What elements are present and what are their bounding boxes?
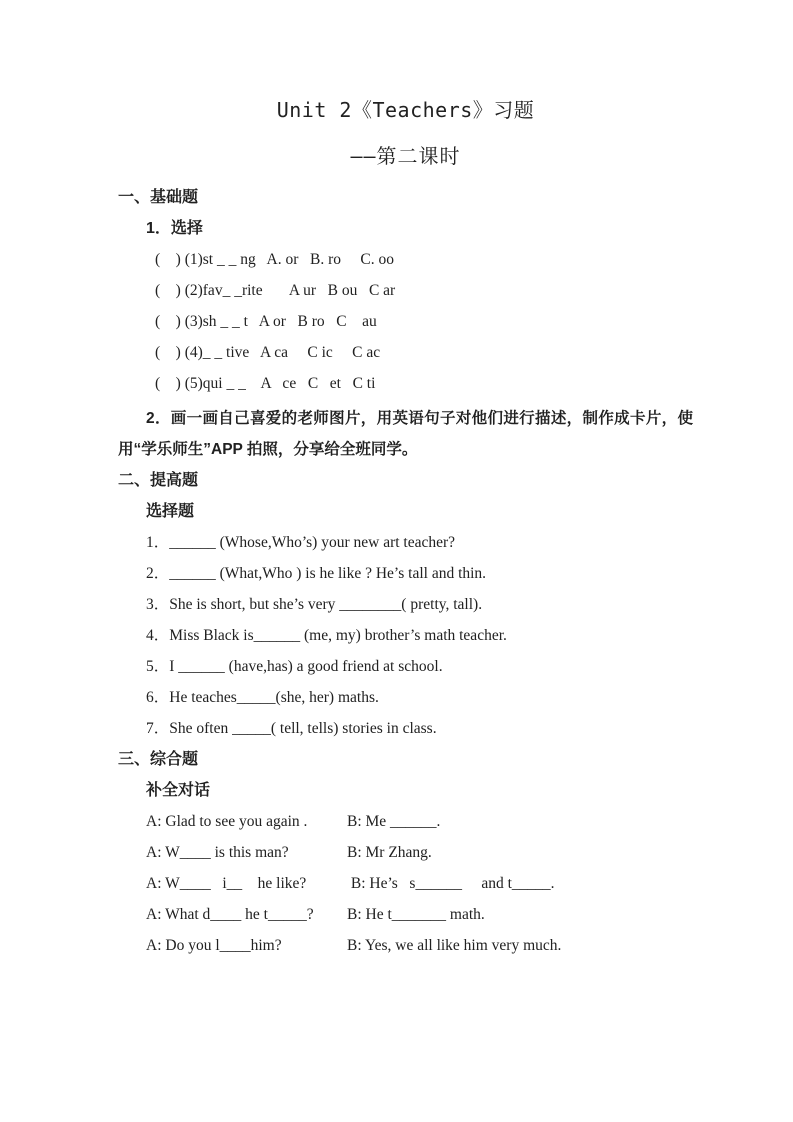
- doc-title: Unit 2《Teachers》习题: [276, 98, 535, 122]
- question-item-1: 1．______ (Whose,Who’s) your new art teacher?: [146, 534, 456, 551]
- choice-item-5: ( ) (5)qui _ _ A ce C et C ti: [155, 375, 376, 392]
- exercise2-paragraph: 2．画一画自己喜爱的老师图片，用英语句子对他们进行描述，制作成卡片，使用“学乐师生”APP 拍照，分享给全班同学。: [118, 410, 693, 458]
- doc-subtitle: ——第二课时: [350, 144, 461, 168]
- dialogue-row-4: [146, 899, 693, 930]
- question-item-7: 7．She often _____( tell, tells) stories in class.: [146, 720, 437, 737]
- dialogue-row-1: [146, 806, 693, 837]
- choice-item-1: ( ) (1)st _ _ ng A. or B. ro C. oo: [155, 251, 394, 268]
- choice-item-4: ( ) (4)_ _ tive A ca C ic C ac: [155, 344, 381, 361]
- question-item-4: 4．Miss Black is______ (me, my) brother’s math teacher.: [146, 627, 507, 644]
- dialogue-a-line: A: W____ is this man?: [146, 844, 289, 861]
- question-item-2: 2．______ (What,Who ) is he like ? He’s tall and thin.: [146, 565, 487, 582]
- choice-item-2: ( ) (2)fav_ _rite A ur B ou C ar: [155, 282, 396, 299]
- question-item-3: 3．She is short, but she’s very ________( pretty, tall).: [146, 596, 483, 613]
- dialogue-a-line: A: What d____ he t_____?: [146, 906, 314, 923]
- dialogue-row-2: [146, 837, 693, 868]
- question-item-6: 6．He teaches_____(she, her) maths.: [146, 689, 379, 706]
- subheading-multiple-choice: 选择题: [146, 503, 195, 520]
- dialogue-row-5: [146, 930, 693, 961]
- section-heading-basic: 一、基础题: [118, 189, 199, 206]
- dialogue-b-line: B: He’s s______ and t_____.: [347, 875, 555, 892]
- dialogue-b-line: B: Yes, we all like him very much.: [347, 937, 562, 954]
- dialogue-b-line: B: He t_______ math.: [347, 906, 485, 923]
- dialogue-b-line: B: Me ______.: [347, 813, 441, 830]
- dialogue-row-3: [146, 868, 693, 899]
- dialogue-a-line: A: Do you l____him?: [146, 937, 282, 954]
- section-heading-comprehensive: 三、综合题: [118, 751, 199, 768]
- exercise1-label: 1．选择: [146, 220, 203, 237]
- section-heading-advanced: 二、提高题: [118, 472, 199, 489]
- dialogue-a-line: A: W____ i__ he like?: [146, 875, 307, 892]
- subheading-dialogue: 补全对话: [146, 782, 211, 799]
- choice-item-3: ( ) (3)sh _ _ t A or B ro C au: [155, 313, 377, 330]
- dialogue-a-line: A: Glad to see you again .: [146, 813, 308, 830]
- question-item-5: 5．I ______ (have,has) a good friend at school.: [146, 658, 443, 675]
- dialogue-b-line: B: Mr Zhang.: [347, 844, 432, 861]
